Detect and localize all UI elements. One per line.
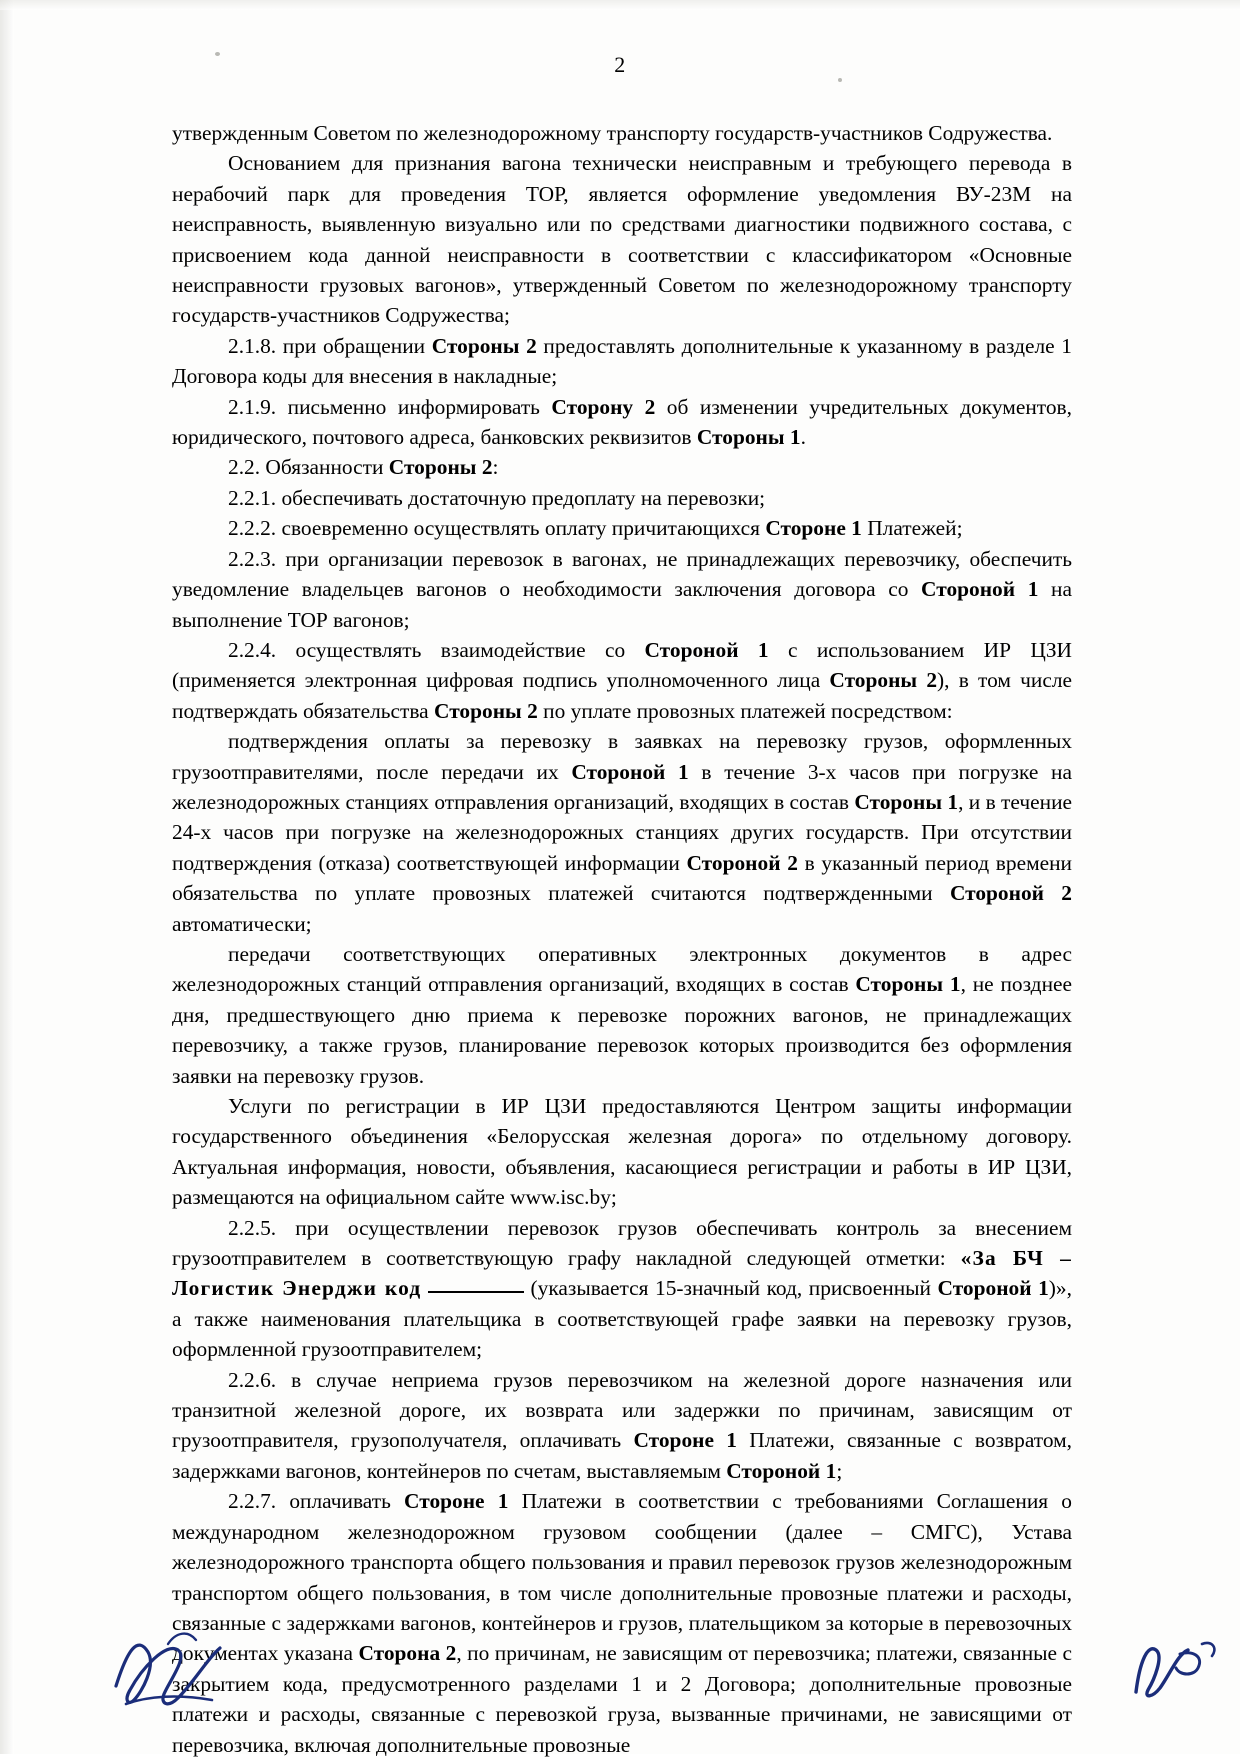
- scan-edge-left: [0, 0, 14, 1754]
- paragraph: передачи соответствующих оперативных электронных документов в адрес железнодорожных станций отправления организаций, входящих в состав Стороны 1, не позднее дня, предшествующего дню приема к перевозке порожних вагонов, не принадлежащих перевозчику, а также грузов, планирование перевозок которых производится без оформления заявки на перевозку грузов.: [172, 941, 1072, 1088]
- paragraph: 2.2.5. при осуществлении перевозок грузов обеспечивать контроль за внесением грузоотправителем в соответствующую графу накладной следующей отметки: «За БЧ – Логистик Энерджи код (указывается 15-значный код, присвоенный Стороной 1)», а также наименования плательщика в соответствующей графе заявки на перевозку грузов, оформленной грузоотправителем;: [172, 1215, 1072, 1362]
- handwritten-initials: [1118, 1610, 1228, 1720]
- paragraph: 2.2.1. обеспечивать достаточную предоплату на перевозки;: [228, 485, 766, 510]
- paragraph: 2.2.4. осуществлять взаимодействие со Стороной 1 с использованием ИР ЦЗИ (применяется электронная цифровая подпись уполномоченного лица Стороны 2), в том числе подтверждать обязательства Стороны 2 по уплате провозных платежей посредством:: [172, 637, 1073, 723]
- paragraph: 2.2.3. при организации перевозок в вагонах, не принадлежащих перевозчику, обеспечить уведомление владельцев вагонов о необходимости заключения договора со Стороной 1 на выполнение ТОР вагонов;: [172, 546, 1072, 632]
- paragraph: 2.2.2. своевременно осуществлять оплату причитающихся Стороне 1 Платежей;: [228, 516, 963, 541]
- paragraph: 2.2. Обязанности Стороны 2:: [228, 455, 499, 480]
- page-number: 2: [614, 52, 626, 77]
- paragraph: 2.1.8. при обращении Стороны 2 предоставлять дополнительные к указанному в разделе 1 Договора коды для внесения в накладные;: [172, 333, 1072, 389]
- paragraph: утвержденным Советом по железнодорожному транспорту государств-участников Содружества.: [172, 121, 1053, 145]
- scan-speck: [838, 78, 842, 82]
- paragraph: подтверждения оплаты за перевозку в заявках на перевозку грузов, оформленных грузоотправителями, после передачи их Стороной 1 в течение 3-х часов при погрузке на железнодорожных станциях отправления организаций, входящих в состав Стороны 1, и в течение 24-х часов при погрузке на железнодорожных станциях других государств. При отсутствии подтверждения (отказа) соответствующей информации Стороной 2 в указанный период времени обязательства по уплате провозных платежей считаются подтвержденными Стороной 2 автоматически;: [172, 729, 1073, 936]
- paragraph: Услуги по регистрации в ИР ЦЗИ предоставляются Центром защиты информации государственного объединения «Белорусская железная дорога» по отдельному договору. Актуальная информация, новости, объявления, касающиеся регистрации и работы в ИР ЦЗИ, размещаются на официальном сайте www.isc.by;: [172, 1094, 1072, 1210]
- scan-edge-top: [0, 0, 1240, 10]
- document-body: [172, 118, 1072, 1760]
- paragraph: 2.2.7. оплачивать Стороне 1 Платежи в соответствии с требованиями Соглашения о международном железнодорожном грузовом сообщении (далее – СМГС), Устава железнодорожного транспорта общего пользования и правил перевозок грузов железнодорожным транспортом общего пользования, в том числе дополнительные провозные платежи и расходы, связанные с задержками вагонов, контейнеров и грузов, плательщиком за которые в перевозочных документах указана Сторона 2, по причинам, не зависящим от перевозчика; платежи, связанные с закрытием кода, предусмотренного разделами 1 и 2 Договора; дополнительные провозные платежи и расходы, связанные с перевозкой груза, вызванные причинами, не зависящими от перевозчика, включая дополнительные провозные: [172, 1489, 1073, 1757]
- paragraph: Основанием для признания вагона технически неисправным и требующего перевода в нерабочий парк для проведения ТОР, является оформление уведомления ВУ-23М на неисправность, выявленную визуально или по средствами диагностики подвижного состава, с присвоением кода данной неисправности в соответствии с классификатором «Основные неисправности грузовых вагонов», утвержденный Советом по железнодорожному транспорту государств-участников Содружества;: [172, 151, 1072, 328]
- paragraph: 2.2.6. в случае неприема грузов перевозчиком на железной дороге назначения или транзитной железной дороге, их возврата или задержки по причинам, зависящим от грузоотправителя, грузополучателя, оплачивать Стороне 1 Платежи, связанные с возвратом, задержками вагонов, контейнеров по счетам, выставляемым Стороной 1;: [172, 1367, 1072, 1483]
- paragraph: 2.1.9. письменно информировать Сторону 2 об изменении учредительных документов, юридического, почтового адреса, банковских реквизитов Стороны 1.: [172, 394, 1072, 450]
